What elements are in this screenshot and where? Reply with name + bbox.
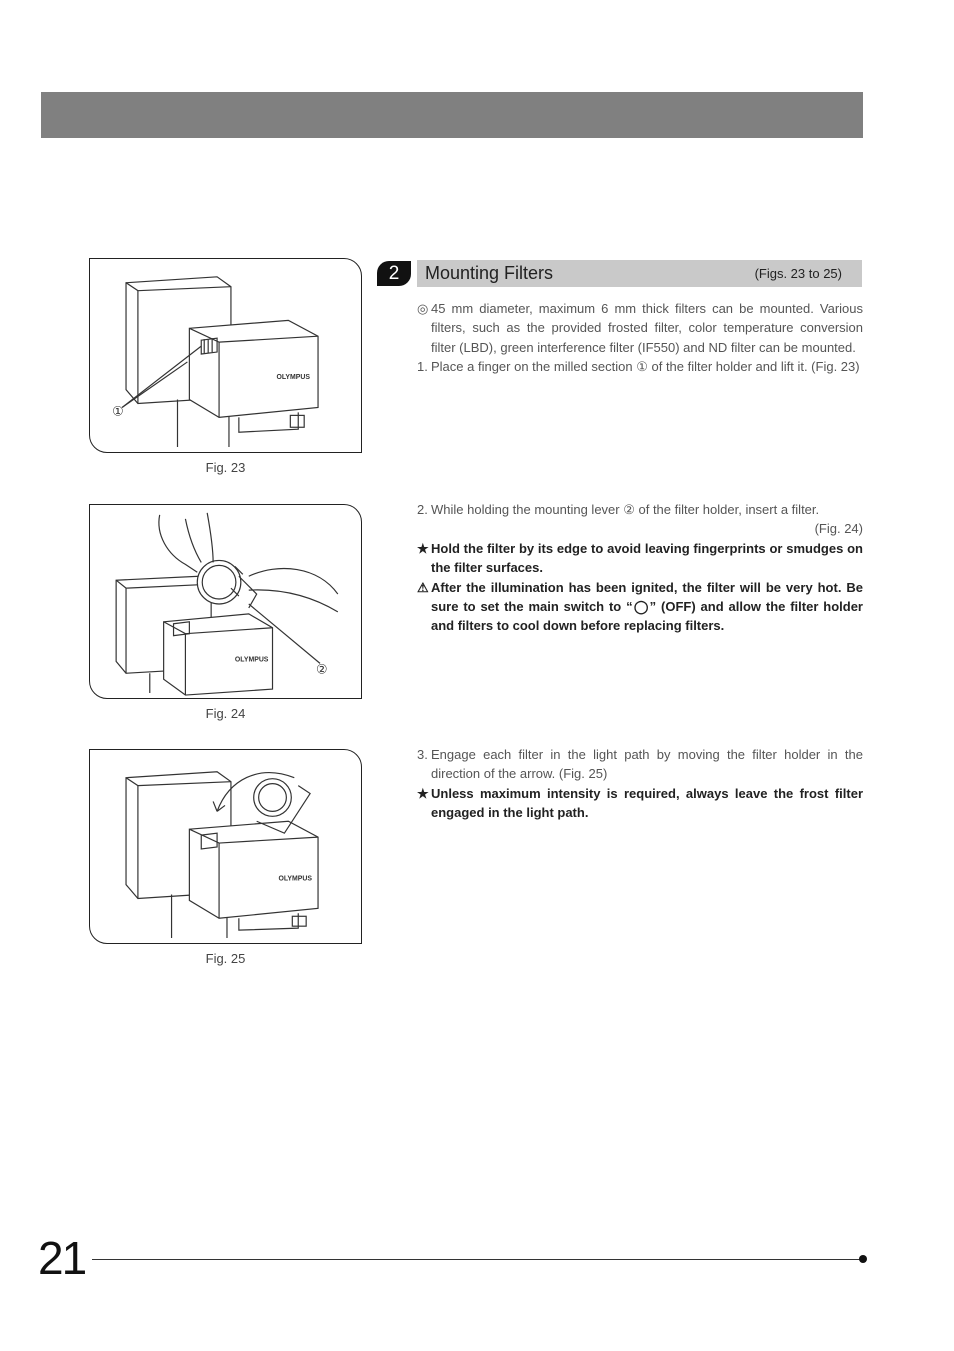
note-frost-filter-text: Unless maximum intensity is required, always leave the frost filter engaged in the light path. [431,785,863,821]
figure-23 [89,258,362,453]
note-frost-filter [417,784,863,823]
star-icon: ★ [417,785,429,801]
step-2-number: 2. [417,502,428,517]
section-number: 2 [377,261,411,286]
step-2 [417,500,863,519]
warning-text-part1: After the illumination has been ignited, the filter will be very hot. Be sure to set the main switch to “ [431,579,863,615]
lamp-housing-illustration-23 [90,259,361,452]
brand-label: OLYMPUS [278,875,312,883]
footer-dot [859,1255,867,1263]
figure-24 [89,504,362,699]
footer-rule [92,1259,862,1260]
text-block-3 [417,745,863,823]
brand-label: OLYMPUS [276,373,310,381]
intro-text: 45 mm diameter, maximum 6 mm thick filters can be mounted. Various filters, such as the provided frosted filter, color temperature conversion filter (LBD), green interference filter (IF550) and ND filter can be mounted. [431,301,863,355]
power-off-icon: ◯ [632,599,650,615]
section-figs-ref: (Figs. 23 to 25) [754,266,842,281]
page-number: 21 [38,1232,86,1284]
section-title: Mounting Filters [425,263,554,283]
section-heading [377,260,862,287]
text-block-2 [417,500,863,636]
step-1 [417,357,863,376]
section-title-bar [417,260,862,287]
step-3-text: Engage each filter in the light path by moving the filter holder in the direction of the arrow. (Fig. 25) [431,747,863,782]
figure-24-caption: Fig. 24 [205,706,246,721]
step-1-text: Place a finger on the milled section ① of the filter holder and lift it. (Fig. 23) [431,359,860,375]
text-block-1 [417,299,863,377]
filter-engage-illustration-25 [90,750,361,943]
step-3 [417,745,863,784]
figure-25 [89,749,362,944]
warning-text-part2: ” (OFF) and allow the filter holder and filters to cool down before replacing filters. [431,599,863,634]
header-bar [41,92,863,138]
step-3-number: 3. [417,747,428,762]
figure-25-caption: Fig. 25 [205,951,246,966]
step-1-number: 1. [417,359,428,375]
filter-insert-illustration-24 [90,505,361,698]
brand-label: OLYMPUS [234,656,269,664]
callout-1: ① [112,404,124,420]
step-2-ref: (Fig. 24) [814,521,863,537]
double-circle-icon: ◎ [417,301,429,316]
callout-2: ② [316,662,328,678]
figure-23-caption: Fig. 23 [205,460,246,475]
step-2-text: While holding the mounting lever ② of the filter holder, insert a filter. [431,502,820,517]
star-icon: ★ [417,540,429,556]
intro-paragraph [417,299,863,357]
warning-hot-filter [417,578,863,636]
note-fingerprints-text: Hold the filter by its edge to avoid leaving fingerprints or smudges on the filter surfaces. [431,540,863,576]
warning-icon: ⚠ [417,579,429,595]
note-fingerprints [417,539,863,578]
